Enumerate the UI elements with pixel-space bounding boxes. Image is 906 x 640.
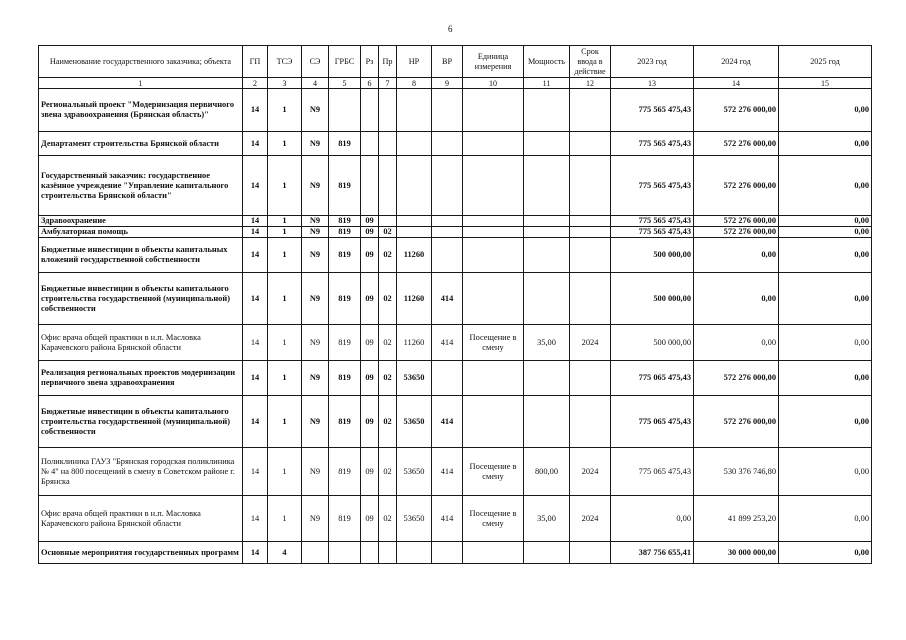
code-cell: 1 bbox=[268, 156, 302, 216]
amount-cell: 0,00 bbox=[779, 448, 872, 496]
code-cell: 02 bbox=[379, 273, 397, 325]
code-cell: 14 bbox=[243, 361, 268, 396]
table-cell bbox=[570, 238, 611, 273]
code-cell: 14 bbox=[243, 227, 268, 238]
table-cell: 35,00 bbox=[524, 496, 570, 542]
table-cell bbox=[524, 132, 570, 156]
code-cell: 09 bbox=[361, 227, 379, 238]
column-number: 8 bbox=[397, 78, 432, 89]
table-row bbox=[39, 216, 872, 227]
code-cell: 09 bbox=[361, 216, 379, 227]
col-header-vr: ВР bbox=[432, 46, 463, 78]
code-cell: 11260 bbox=[397, 325, 432, 361]
amount-cell: 775 565 475,43 bbox=[611, 89, 694, 132]
unit-cell bbox=[463, 361, 524, 396]
code-cell: 02 bbox=[379, 361, 397, 396]
budget-table bbox=[38, 45, 872, 564]
table-row bbox=[39, 361, 872, 396]
table-cell bbox=[570, 89, 611, 132]
amount-cell: 0,00 bbox=[779, 238, 872, 273]
amount-cell: 0,00 bbox=[779, 132, 872, 156]
row-name-cell: Региональный проект "Модернизация первичного звена здравоохранения (Брянская область)" bbox=[39, 89, 243, 132]
amount-cell: 30 000 000,00 bbox=[694, 542, 779, 564]
table-cell bbox=[524, 156, 570, 216]
column-number: 15 bbox=[779, 78, 872, 89]
amount-cell: 500 000,00 bbox=[611, 325, 694, 361]
table-row bbox=[39, 273, 872, 325]
code-cell: 819 bbox=[329, 361, 361, 396]
code-cell: 819 bbox=[329, 273, 361, 325]
code-cell bbox=[397, 542, 432, 564]
col-header-grbs: ГРБС bbox=[329, 46, 361, 78]
amount-cell: 0,00 bbox=[779, 542, 872, 564]
amount-cell: 572 276 000,00 bbox=[694, 156, 779, 216]
code-cell: 14 bbox=[243, 542, 268, 564]
unit-cell bbox=[463, 542, 524, 564]
code-cell: 14 bbox=[243, 496, 268, 542]
code-cell bbox=[397, 132, 432, 156]
code-cell: 11260 bbox=[397, 273, 432, 325]
amount-cell: 0,00 bbox=[779, 216, 872, 227]
code-cell: 14 bbox=[243, 396, 268, 448]
table-row bbox=[39, 227, 872, 238]
code-cell: 1 bbox=[268, 496, 302, 542]
code-cell: 1 bbox=[268, 227, 302, 238]
code-cell: 819 bbox=[329, 216, 361, 227]
code-cell: 819 bbox=[329, 325, 361, 361]
code-cell bbox=[361, 156, 379, 216]
amount-cell: 572 276 000,00 bbox=[694, 361, 779, 396]
code-cell: N9 bbox=[302, 238, 329, 273]
code-cell: 09 bbox=[361, 273, 379, 325]
table-cell bbox=[524, 273, 570, 325]
table-row bbox=[39, 325, 872, 361]
amount-cell: 572 276 000,00 bbox=[694, 216, 779, 227]
table-row bbox=[39, 448, 872, 496]
code-cell: 53650 bbox=[397, 448, 432, 496]
code-cell: N9 bbox=[302, 273, 329, 325]
row-name-cell: Бюджетные инвестиции в объекты капитального строительства государственной (муниципальной) собственности bbox=[39, 396, 243, 448]
code-cell: N9 bbox=[302, 361, 329, 396]
code-cell: 53650 bbox=[397, 361, 432, 396]
amount-cell: 500 000,00 bbox=[611, 273, 694, 325]
code-cell: 09 bbox=[361, 496, 379, 542]
table-cell bbox=[524, 238, 570, 273]
code-cell: 819 bbox=[329, 448, 361, 496]
amount-cell: 0,00 bbox=[779, 156, 872, 216]
amount-cell: 0,00 bbox=[779, 273, 872, 325]
code-cell: 14 bbox=[243, 273, 268, 325]
table-row bbox=[39, 156, 872, 216]
code-cell: 1 bbox=[268, 89, 302, 132]
amount-cell: 775 565 475,43 bbox=[611, 216, 694, 227]
code-cell bbox=[379, 156, 397, 216]
table-cell bbox=[524, 396, 570, 448]
amount-cell: 0,00 bbox=[779, 227, 872, 238]
table-cell: 2024 bbox=[570, 496, 611, 542]
table-row bbox=[39, 89, 872, 132]
unit-cell bbox=[463, 216, 524, 227]
amount-cell: 0,00 bbox=[779, 361, 872, 396]
table-cell bbox=[570, 216, 611, 227]
code-cell: 1 bbox=[268, 396, 302, 448]
row-name-cell: Реализация региональных проектов модернизации первичного звена здравоохранения bbox=[39, 361, 243, 396]
code-cell: 14 bbox=[243, 448, 268, 496]
code-cell bbox=[361, 542, 379, 564]
code-cell: 53650 bbox=[397, 496, 432, 542]
table-cell bbox=[570, 273, 611, 325]
code-cell: 09 bbox=[361, 361, 379, 396]
table-row bbox=[39, 238, 872, 273]
unit-cell bbox=[463, 396, 524, 448]
code-cell bbox=[432, 216, 463, 227]
col-header-rz: Рз bbox=[361, 46, 379, 78]
code-cell bbox=[397, 216, 432, 227]
table-cell bbox=[570, 396, 611, 448]
amount-cell: 0,00 bbox=[694, 238, 779, 273]
table-cell bbox=[570, 132, 611, 156]
row-name-cell: Офис врача общей практики в н.п. Масловка Карачевского района Брянской области bbox=[39, 496, 243, 542]
amount-cell: 775 065 475,43 bbox=[611, 448, 694, 496]
code-cell bbox=[432, 227, 463, 238]
row-name-cell: Амбулаторная помощь bbox=[39, 227, 243, 238]
table-cell bbox=[524, 216, 570, 227]
code-cell: 14 bbox=[243, 156, 268, 216]
amount-cell: 500 000,00 bbox=[611, 238, 694, 273]
page-number: 6 bbox=[448, 24, 453, 34]
code-cell: 1 bbox=[268, 325, 302, 361]
table-row bbox=[39, 132, 872, 156]
column-number: 4 bbox=[302, 78, 329, 89]
row-name-cell: Поликлиника ГАУЗ "Брянская городская поликлиника № 4" на 800 посещений в смену в Советском районе г. Брянска bbox=[39, 448, 243, 496]
code-cell: 14 bbox=[243, 89, 268, 132]
col-header-name: Наименование государственного заказчика; объекта bbox=[39, 46, 243, 78]
code-cell bbox=[329, 89, 361, 132]
unit-cell: Посещение в смену bbox=[463, 325, 524, 361]
amount-cell: 0,00 bbox=[694, 273, 779, 325]
code-cell: N9 bbox=[302, 156, 329, 216]
table-cell bbox=[524, 89, 570, 132]
code-cell bbox=[329, 542, 361, 564]
table-cell bbox=[570, 227, 611, 238]
code-cell: 4 bbox=[268, 542, 302, 564]
code-cell bbox=[397, 156, 432, 216]
code-cell: 02 bbox=[379, 448, 397, 496]
column-number: 13 bbox=[611, 78, 694, 89]
column-number: 10 bbox=[463, 78, 524, 89]
column-number: 3 bbox=[268, 78, 302, 89]
code-cell: 1 bbox=[268, 361, 302, 396]
code-cell: 414 bbox=[432, 325, 463, 361]
col-header-capacity: Мощность bbox=[524, 46, 570, 78]
amount-cell: 0,00 bbox=[694, 325, 779, 361]
code-cell: N9 bbox=[302, 216, 329, 227]
code-cell: 819 bbox=[329, 238, 361, 273]
table-row bbox=[39, 496, 872, 542]
col-header-2023: 2023 год bbox=[611, 46, 694, 78]
code-cell bbox=[379, 89, 397, 132]
code-cell: 414 bbox=[432, 448, 463, 496]
table-cell: 35,00 bbox=[524, 325, 570, 361]
col-header-2024: 2024 год bbox=[694, 46, 779, 78]
code-cell: 09 bbox=[361, 396, 379, 448]
column-number: 5 bbox=[329, 78, 361, 89]
table-cell: 2024 bbox=[570, 448, 611, 496]
amount-cell: 41 899 253,20 bbox=[694, 496, 779, 542]
code-cell: 09 bbox=[361, 238, 379, 273]
amount-cell: 775 065 475,43 bbox=[611, 396, 694, 448]
code-cell: 819 bbox=[329, 396, 361, 448]
amount-cell: 0,00 bbox=[779, 325, 872, 361]
column-number: 6 bbox=[361, 78, 379, 89]
code-cell: 1 bbox=[268, 448, 302, 496]
code-cell: 02 bbox=[379, 325, 397, 361]
code-cell bbox=[361, 132, 379, 156]
code-cell bbox=[432, 132, 463, 156]
code-cell bbox=[432, 156, 463, 216]
unit-cell bbox=[463, 273, 524, 325]
table-cell bbox=[570, 156, 611, 216]
table-body bbox=[39, 89, 872, 564]
unit-cell bbox=[463, 238, 524, 273]
col-header-2025: 2025 год bbox=[779, 46, 872, 78]
amount-cell: 572 276 000,00 bbox=[694, 396, 779, 448]
code-cell bbox=[432, 89, 463, 132]
code-cell: 1 bbox=[268, 216, 302, 227]
row-name-cell: Основные мероприятия государственных программ bbox=[39, 542, 243, 564]
row-name-cell: Департамент строительства Брянской области bbox=[39, 132, 243, 156]
column-number: 2 bbox=[243, 78, 268, 89]
column-number: 12 bbox=[570, 78, 611, 89]
unit-cell bbox=[463, 156, 524, 216]
amount-cell: 387 756 655,41 bbox=[611, 542, 694, 564]
code-cell bbox=[379, 132, 397, 156]
amount-cell: 572 276 000,00 bbox=[694, 132, 779, 156]
amount-cell: 0,00 bbox=[779, 496, 872, 542]
code-cell: 819 bbox=[329, 227, 361, 238]
code-cell: 53650 bbox=[397, 396, 432, 448]
code-cell: 414 bbox=[432, 273, 463, 325]
amount-cell: 572 276 000,00 bbox=[694, 227, 779, 238]
code-cell: N9 bbox=[302, 89, 329, 132]
column-number: 9 bbox=[432, 78, 463, 89]
amount-cell: 572 276 000,00 bbox=[694, 89, 779, 132]
amount-cell: 775 565 475,43 bbox=[611, 227, 694, 238]
code-cell: N9 bbox=[302, 396, 329, 448]
unit-cell: Посещение в смену bbox=[463, 448, 524, 496]
code-cell: N9 bbox=[302, 496, 329, 542]
code-cell: N9 bbox=[302, 448, 329, 496]
col-header-pr: Пр bbox=[379, 46, 397, 78]
code-cell: N9 bbox=[302, 325, 329, 361]
amount-cell: 0,00 bbox=[611, 496, 694, 542]
row-name-cell: Бюджетные инвестиции в объекты капитальных вложений государственной собственности bbox=[39, 238, 243, 273]
row-name-cell: Здравоохранение bbox=[39, 216, 243, 227]
column-number: 14 bbox=[694, 78, 779, 89]
code-cell: 1 bbox=[268, 238, 302, 273]
column-number: 7 bbox=[379, 78, 397, 89]
table-cell bbox=[524, 361, 570, 396]
unit-cell bbox=[463, 89, 524, 132]
col-header-tse: ТСЭ bbox=[268, 46, 302, 78]
code-cell: 02 bbox=[379, 238, 397, 273]
code-cell bbox=[379, 542, 397, 564]
code-cell: 414 bbox=[432, 396, 463, 448]
amount-cell: 775 565 475,43 bbox=[611, 156, 694, 216]
unit-cell: Посещение в смену bbox=[463, 496, 524, 542]
row-name-cell: Государственный заказчик: государственное казённое учреждение "Управление капитального строительства Брянской области" bbox=[39, 156, 243, 216]
code-cell: 414 bbox=[432, 496, 463, 542]
col-header-unit: Единица измерения bbox=[463, 46, 524, 78]
col-header-gp: ГП bbox=[243, 46, 268, 78]
code-cell bbox=[432, 542, 463, 564]
column-number-row bbox=[39, 78, 872, 89]
column-number: 11 bbox=[524, 78, 570, 89]
col-header-se: СЭ bbox=[302, 46, 329, 78]
code-cell bbox=[432, 361, 463, 396]
code-cell: N9 bbox=[302, 227, 329, 238]
code-cell: 02 bbox=[379, 227, 397, 238]
code-cell: N9 bbox=[302, 132, 329, 156]
amount-cell: 775 565 475,43 bbox=[611, 132, 694, 156]
amount-cell: 530 376 746,80 bbox=[694, 448, 779, 496]
code-cell: 14 bbox=[243, 132, 268, 156]
code-cell: 14 bbox=[243, 238, 268, 273]
code-cell: 09 bbox=[361, 448, 379, 496]
code-cell: 09 bbox=[361, 325, 379, 361]
table-row bbox=[39, 542, 872, 564]
amount-cell: 0,00 bbox=[779, 89, 872, 132]
column-number: 1 bbox=[39, 78, 243, 89]
table-cell: 2024 bbox=[570, 325, 611, 361]
header-row bbox=[39, 46, 872, 78]
row-name-cell: Офис врача общей практики в н.п. Масловка Карачевского района Брянской области bbox=[39, 325, 243, 361]
row-name-cell: Бюджетные инвестиции в объекты капитального строительства государственной (муниципальной) собственности bbox=[39, 273, 243, 325]
table-cell bbox=[524, 227, 570, 238]
code-cell: 1 bbox=[268, 132, 302, 156]
code-cell bbox=[361, 89, 379, 132]
code-cell bbox=[397, 227, 432, 238]
code-cell: 02 bbox=[379, 396, 397, 448]
table-cell bbox=[524, 542, 570, 564]
code-cell: 11260 bbox=[397, 238, 432, 273]
table-cell: 800,00 bbox=[524, 448, 570, 496]
amount-cell: 0,00 bbox=[779, 396, 872, 448]
code-cell bbox=[302, 542, 329, 564]
code-cell bbox=[432, 238, 463, 273]
table-cell bbox=[570, 542, 611, 564]
code-cell: 14 bbox=[243, 325, 268, 361]
unit-cell bbox=[463, 227, 524, 238]
code-cell: 819 bbox=[329, 132, 361, 156]
table-cell bbox=[570, 361, 611, 396]
amount-cell: 775 065 475,43 bbox=[611, 361, 694, 396]
code-cell bbox=[379, 216, 397, 227]
table-row bbox=[39, 396, 872, 448]
code-cell: 14 bbox=[243, 216, 268, 227]
unit-cell bbox=[463, 132, 524, 156]
code-cell: 1 bbox=[268, 273, 302, 325]
code-cell bbox=[397, 89, 432, 132]
col-header-commission-date: Срок ввода в действие bbox=[570, 46, 611, 78]
code-cell: 819 bbox=[329, 156, 361, 216]
code-cell: 02 bbox=[379, 496, 397, 542]
col-header-nr: НР bbox=[397, 46, 432, 78]
code-cell: 819 bbox=[329, 496, 361, 542]
